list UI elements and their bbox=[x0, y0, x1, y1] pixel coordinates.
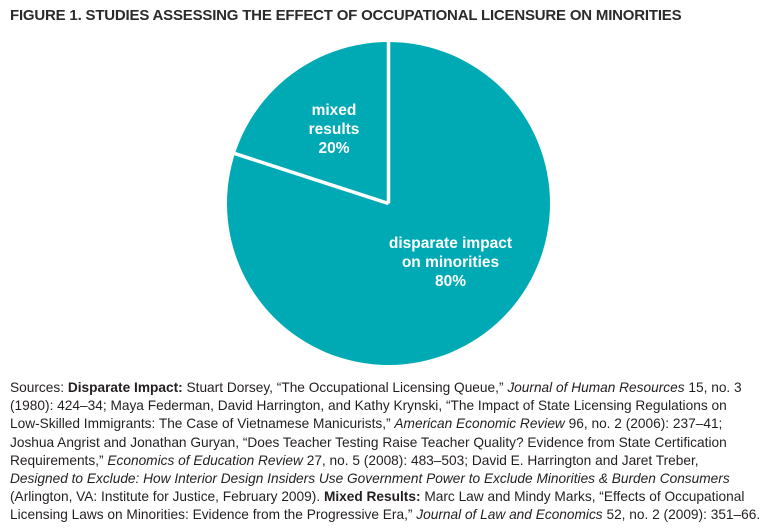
pie-label-disparate-impact-pct: 80% bbox=[434, 273, 467, 290]
source-text-segment: (1980): 424–34; Maya Federman, David Harrington, and Kathy Krynski, “The Impact of State Licensing Regulations on bbox=[10, 398, 727, 414]
source-text-segment: 52, no. 2 (2009): 351–66. bbox=[602, 507, 761, 523]
source-line bbox=[10, 470, 766, 488]
source-line bbox=[10, 415, 766, 433]
figure-title: FIGURE 1. STUDIES ASSESSING THE EFFECT OF OCCUPATIONAL LICENSURE ON MINORITIES bbox=[10, 7, 682, 24]
source-text-segment: 15, no. 3 bbox=[684, 380, 742, 395]
source-line bbox=[10, 379, 766, 397]
source-text-segment: 96, no. 2 (2006): 237–41; bbox=[564, 416, 723, 432]
pie-label-mixed-results bbox=[296, 101, 372, 158]
pie-chart-area bbox=[227, 42, 550, 365]
source-text-segment: Economics of Education Review bbox=[107, 452, 303, 468]
source-text-segment: American Economic Review bbox=[394, 416, 565, 432]
source-text-segment: Licensing Laws on Minorities: Evidence from the Progressive Era,” bbox=[10, 507, 417, 523]
pie-chart bbox=[227, 42, 550, 365]
pie-label-mixed-results-text: mixed results bbox=[308, 102, 360, 138]
source-line bbox=[10, 452, 766, 470]
sources bbox=[10, 379, 766, 525]
source-text-segment: 27, no. 5 (2008): 483–503; David E. Harrington and Jaret Treber, bbox=[302, 452, 699, 468]
source-text-segment: Mixed Results: bbox=[323, 489, 421, 505]
source-text-segment: Joshua Angrist and Jonathan Guryan, “Does Teacher Testing Raise Teacher Quality? Evidence from State Certification bbox=[10, 434, 727, 450]
source-text-segment: Marc Law and Mindy Marks, “Effects of Occupational bbox=[420, 489, 745, 505]
source-text-segment: (Arlington, VA: Institute for Justice, February 2009). bbox=[10, 489, 324, 505]
pie-label-mixed-results-pct: 20% bbox=[318, 140, 350, 157]
pie-label-disparate-impact bbox=[379, 234, 522, 291]
source-line bbox=[10, 397, 766, 415]
source-text-segment: Journal of Human Resources bbox=[507, 380, 685, 395]
source-line bbox=[10, 434, 766, 452]
pie-label-disparate-impact-text: disparate impact on minorities bbox=[388, 235, 513, 271]
source-text-segment: Stuart Dorsey, “The Occupational Licensing Queue,” bbox=[182, 380, 508, 395]
source-text-segment: Requirements,” bbox=[10, 452, 108, 468]
source-line bbox=[10, 488, 766, 506]
source-text-segment: Disparate Impact: bbox=[67, 380, 183, 395]
source-text-segment: Designed to Exclude: How Interior Design Insiders Use Government Power to Exclude Minorities & Burden Consumers bbox=[10, 471, 730, 487]
source-text-segment: Journal of Law and Economics bbox=[416, 507, 603, 523]
source-text-segment: Low-Skilled Immigrants: The Case of Vietnamese Manicurists,” bbox=[10, 416, 395, 432]
source-line bbox=[10, 506, 766, 524]
source-text-segment: Sources: bbox=[10, 380, 68, 395]
